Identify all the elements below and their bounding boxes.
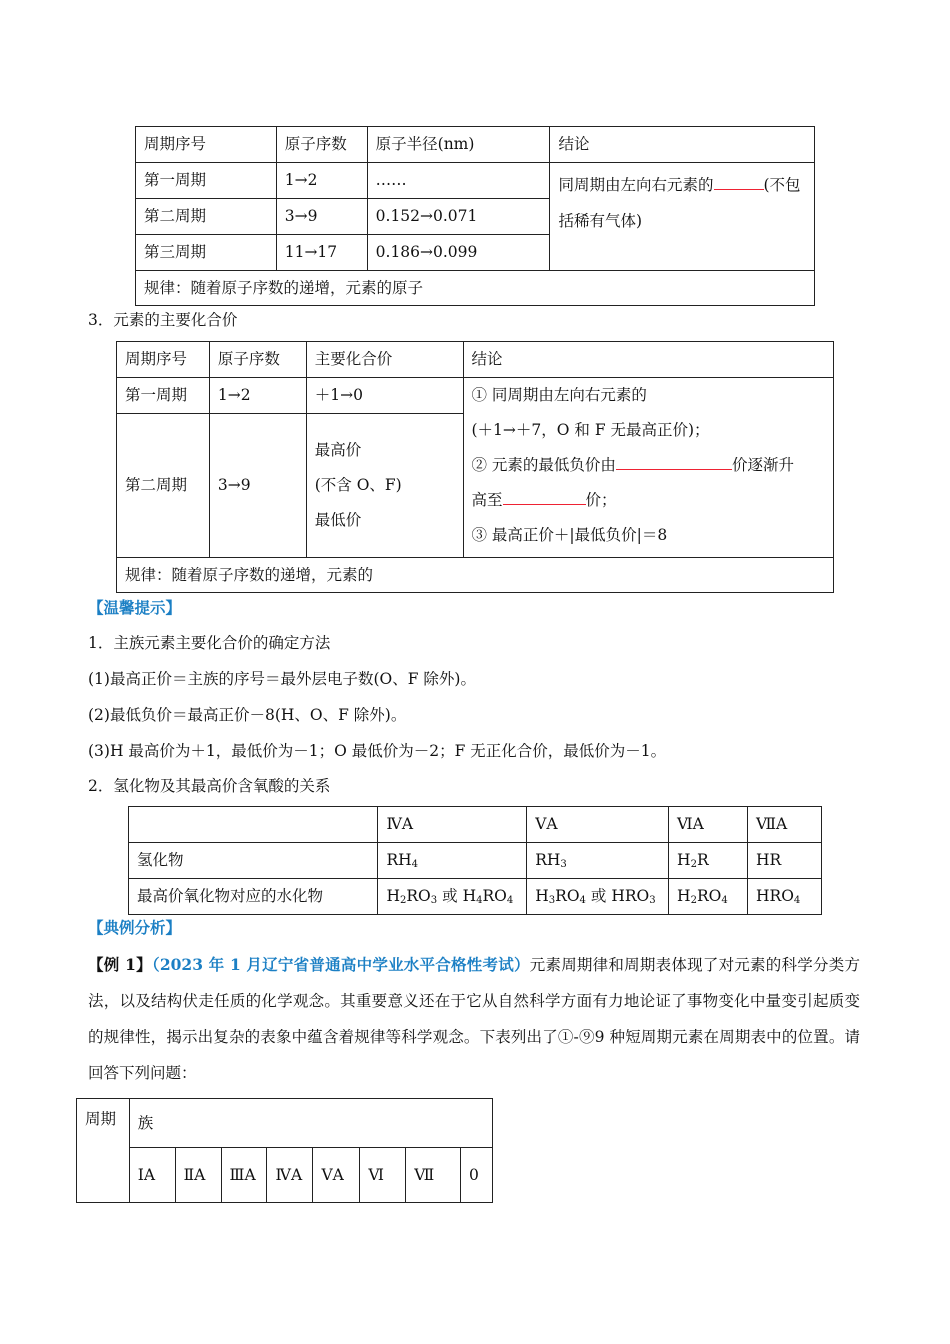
tip-line: (1)最高正价＝主族的序号＝最外层电子数(O、F 除外)。 xyxy=(88,670,476,688)
example-text: 元素周期律和周期表体现了对元素的科学分类方法，以及结构伏走任质的化学观念。其重要意义还在于它从自然科学方面有力地论证了事物变化中量变引起质变的规律性，揭示出复杂的表象中蕴含着规律等科学观念。下表列出了①-⑨9 种短周期元素在周期表中的位置。请回答下列问题： xyxy=(88,956,860,1082)
row-period: 第一周期 xyxy=(117,378,210,414)
conclusion-line xyxy=(472,448,826,483)
header-period: 周期序号 xyxy=(136,127,277,163)
header-conclusion: 结论 xyxy=(550,127,815,163)
valence-table xyxy=(116,341,834,593)
header-group: ⅦA xyxy=(748,807,822,843)
example-paragraph xyxy=(88,947,860,1091)
group-label: 族 xyxy=(129,1099,492,1148)
tips-heading: 【温馨提示】 xyxy=(88,598,182,617)
tip-line: (3)H 最高价为＋1，最低价为－1；O 最低价为－2；F 无正化合价，最低价为－1。 xyxy=(88,742,667,760)
conclusion-line xyxy=(472,483,826,518)
conclusion-note: (不包括稀有气体) xyxy=(558,176,801,230)
group-cell: Ⅵ xyxy=(360,1148,406,1203)
row-label: 氢化物 xyxy=(129,843,378,879)
conclusion-line: ① 同周期由左向右元素的 xyxy=(471,386,647,404)
row-period: 第一周期 xyxy=(136,163,277,199)
group-cell: 0 xyxy=(461,1148,493,1203)
valence-line: 最低价 xyxy=(314,511,362,529)
group-cell: ⅤA xyxy=(313,1148,360,1203)
header-group: ⅥA xyxy=(669,807,748,843)
conclusion-text: 同周期由左向右元素的 xyxy=(558,176,714,194)
period-label: 周期 xyxy=(77,1099,130,1203)
valence-line: 最高价 xyxy=(314,441,362,459)
fill-blank xyxy=(714,174,764,191)
formula: $RH_4$ xyxy=(378,843,527,879)
fill-blank xyxy=(616,454,732,471)
formula: $HRO_4$ xyxy=(748,879,822,915)
group-cell: ⅠA xyxy=(129,1148,175,1203)
header-group: ⅣA xyxy=(378,807,527,843)
valence-conclusion-cell xyxy=(463,378,834,558)
row-radius: 0.186→0.099 xyxy=(367,235,550,271)
row-number: 1→2 xyxy=(209,378,306,414)
hydride-table xyxy=(128,806,822,915)
formula: $H_2R$ xyxy=(669,843,748,879)
row-period: 第二周期 xyxy=(117,414,210,558)
formula: $H_3RO_4$ 或 $HRO_3$ xyxy=(527,879,669,915)
conclusion-line: (＋1→＋7，O 和 F 无最高正价)； xyxy=(471,421,710,439)
row-valence: ＋1→0 xyxy=(306,378,463,414)
valence-line: (不含 O、F) xyxy=(314,476,402,494)
example-heading: 【典例分析】 xyxy=(88,918,182,937)
conclusion-text: ② 元素的最低负价由 xyxy=(471,456,616,474)
formula: $H_2RO_3$ 或 $H_4RO_4$ xyxy=(378,879,527,915)
group-cell: Ⅶ xyxy=(406,1148,461,1203)
row-radius: 0.152→0.071 xyxy=(367,199,550,235)
row-label: 最高价氧化物对应的水化物 xyxy=(129,879,378,915)
header-group: ⅤA xyxy=(527,807,669,843)
formula: HR xyxy=(748,843,822,879)
fill-blank xyxy=(503,489,586,506)
row-period: 第三周期 xyxy=(136,235,277,271)
example-source: （2023 年 1 月辽宁省普通高中学业水平合格性考试） xyxy=(151,955,530,974)
conclusion-text: 价逐渐升 xyxy=(731,456,794,474)
row-number: 3→9 xyxy=(209,414,306,558)
group-cell: ⅡA xyxy=(175,1148,221,1203)
valence-rule: 规律：随着原子序数的递增，元素的 xyxy=(117,558,834,593)
header-period: 周期序号 xyxy=(117,342,210,378)
group-cell: ⅣA xyxy=(267,1148,313,1203)
formula: $H_2RO_4$ xyxy=(669,879,748,915)
row-number: 1→2 xyxy=(276,163,367,199)
row-period: 第二周期 xyxy=(136,199,277,235)
row-radius: …… xyxy=(367,163,550,199)
atomic-radius-table xyxy=(135,126,815,306)
example-label: 【例 1】 xyxy=(88,955,152,974)
row-number: 11→17 xyxy=(276,235,367,271)
conclusion-text: 价； xyxy=(585,491,617,509)
header-atomic-number: 原子序数 xyxy=(209,342,306,378)
tip-line: 1．主族元素主要化合价的确定方法 xyxy=(88,634,331,652)
header-atomic-number: 原子序数 xyxy=(276,127,367,163)
conclusion-text: 高至 xyxy=(471,491,503,509)
group-table xyxy=(76,1098,493,1203)
header-blank xyxy=(129,807,378,843)
formula: $RH_3$ xyxy=(527,843,669,879)
header-conclusion: 结论 xyxy=(463,342,834,378)
header-valence: 主要化合价 xyxy=(306,342,463,378)
radius-rule: 规律：随着原子序数的递增，元素的原子 xyxy=(136,271,815,306)
group-cell: ⅢA xyxy=(221,1148,267,1203)
tip-line: (2)最低负价＝最高正价－8(H、O、F 除外)。 xyxy=(88,706,407,724)
row-number: 3→9 xyxy=(276,199,367,235)
tip-line: 2．氢化物及其最高价含氧酸的关系 xyxy=(88,777,331,795)
conclusion-line: ③ 最高正价＋|最低负价|＝8 xyxy=(471,526,668,544)
row-valence xyxy=(306,414,463,558)
radius-conclusion-cell xyxy=(550,163,815,271)
section-title: 3．元素的主要化合价 xyxy=(88,311,238,329)
header-atomic-radius: 原子半径(nm) xyxy=(367,127,550,163)
